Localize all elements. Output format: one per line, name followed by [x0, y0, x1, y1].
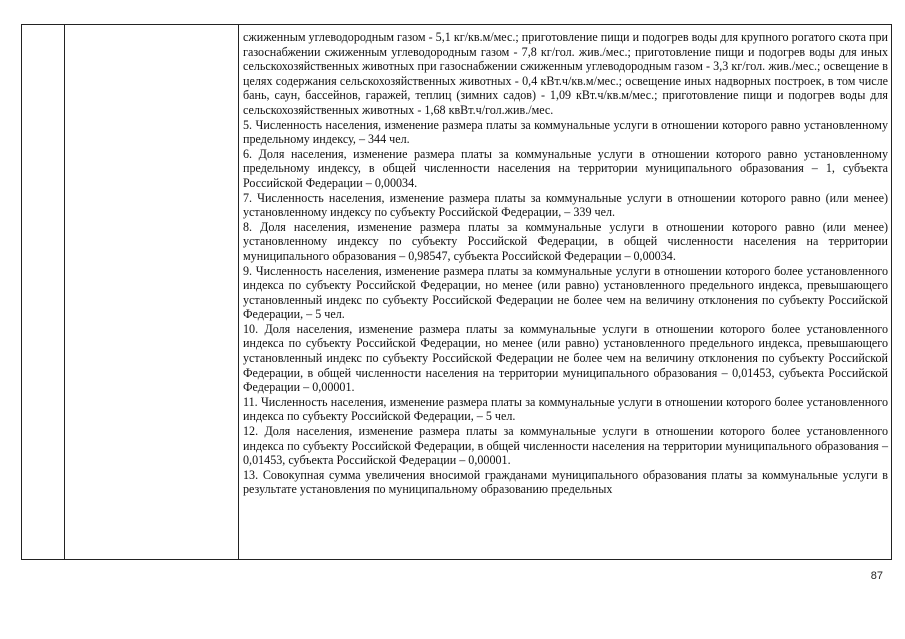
paragraph-item-12: 12. Доля населения, изменение размера платы за коммунальные услуги в отношении которого более установленного индекса по субъекту Российской Федерации, в общей численности населения на территории муниципального образования – 0,01453, субъекта Российской Федерации – 0,00001.: [243, 424, 888, 468]
paragraph-item-5: 5. Численность населения, изменение размера платы за коммунальные услуги в отношении которого равно установленному предельному индексу, – 344 чел.: [243, 117, 888, 147]
paragraph-item-10: 10. Доля населения, изменение размера платы за коммунальные услуги в отношении которого более установленного индекса по субъекту Российской Федерации, но менее (или равно) установленного предельного индекса, превышающего установленный индекс по субъекту Российской Федерации не более чем на величину отклонения по субъекту Российской Федерации, в общей численности населения на территории муниципального образования – 0,01453, субъекта Российской Федерации – 0,00001.: [243, 321, 888, 395]
paragraph-continuation: сжиженным углеводородным газом - 5,1 кг/кв.м/мес.; приготовление пищи и подогрев воды для крупного рогатого скота при газоснабжении сжиженным углеводородным газом - 7,8 кг/гол. жив./мес.; приготовление пищи и подогрев воды для иных сельскохозяйственных животных при газоснабжении сжиженным углеводородным газом - 3,3 кг/гол. жив./мес.; освещение в целях содержания сельскохозяйственных животных - 0,4 кВт.ч/кв.м/мес.; освещение иных надворных построек, в том числе бань, саун, бассейнов, гаражей, теплиц (зимних садов) - 1,09 кВт.ч/кв.м/мес.; приготовление пищи и подогрев воды для сельскохозяйственных животных - 1,68 квВт.ч/гол.жив./мес.: [243, 30, 888, 117]
page-number: 87: [870, 570, 883, 582]
document-table: [21, 24, 892, 560]
table-cell-number: [22, 25, 65, 560]
paragraph-item-9: 9. Численность населения, изменение размера платы за коммунальные услуги в отношении которого более установленного индекса по субъекту Российской Федерации, но менее (или равно) установленного предельного индекса, превышающего установленный индекс по субъекту Российской Федерации не более чем на величину отклонения по субъекту Российской Федерации, – 5 чел.: [243, 263, 888, 322]
paragraph-item-11: 11. Численность населения, изменение размера платы за коммунальные услуги в отношении которого более установленного индекса по субъекту Российской Федерации, – 5 чел.: [243, 394, 888, 424]
paragraph-item-6: 6. Доля населения, изменение размера платы за коммунальные услуги в отношении которого равно установленному предельному индексу, в общей численности населения на территории муниципального образования – 1, субъекта Российской Федерации – 0,00034.: [243, 146, 888, 190]
paragraph-item-8: 8. Доля населения, изменение размера платы за коммунальные услуги в отношении которого равно (или менее) установленному индексу по субъекту Российской Федерации, в общей численности населения на территории муниципального образования – 0,98547, субъекта Российской Федерации – 0,00034.: [243, 219, 888, 263]
table-row: [22, 25, 892, 560]
table-cell-indicator: [65, 25, 239, 560]
table-cell-content: [239, 25, 892, 560]
paragraph-item-13: 13. Совокупная сумма увеличения вносимой гражданами муниципального образования платы за коммунальные услуги в результате установления по муниципальному образованию предельных: [243, 467, 888, 497]
paragraph-item-7: 7. Численность населения, изменение размера платы за коммунальные услуги в отношении которого равно (или менее) установленному индексу по субъекту Российской Федерации, – 339 чел.: [243, 190, 888, 220]
